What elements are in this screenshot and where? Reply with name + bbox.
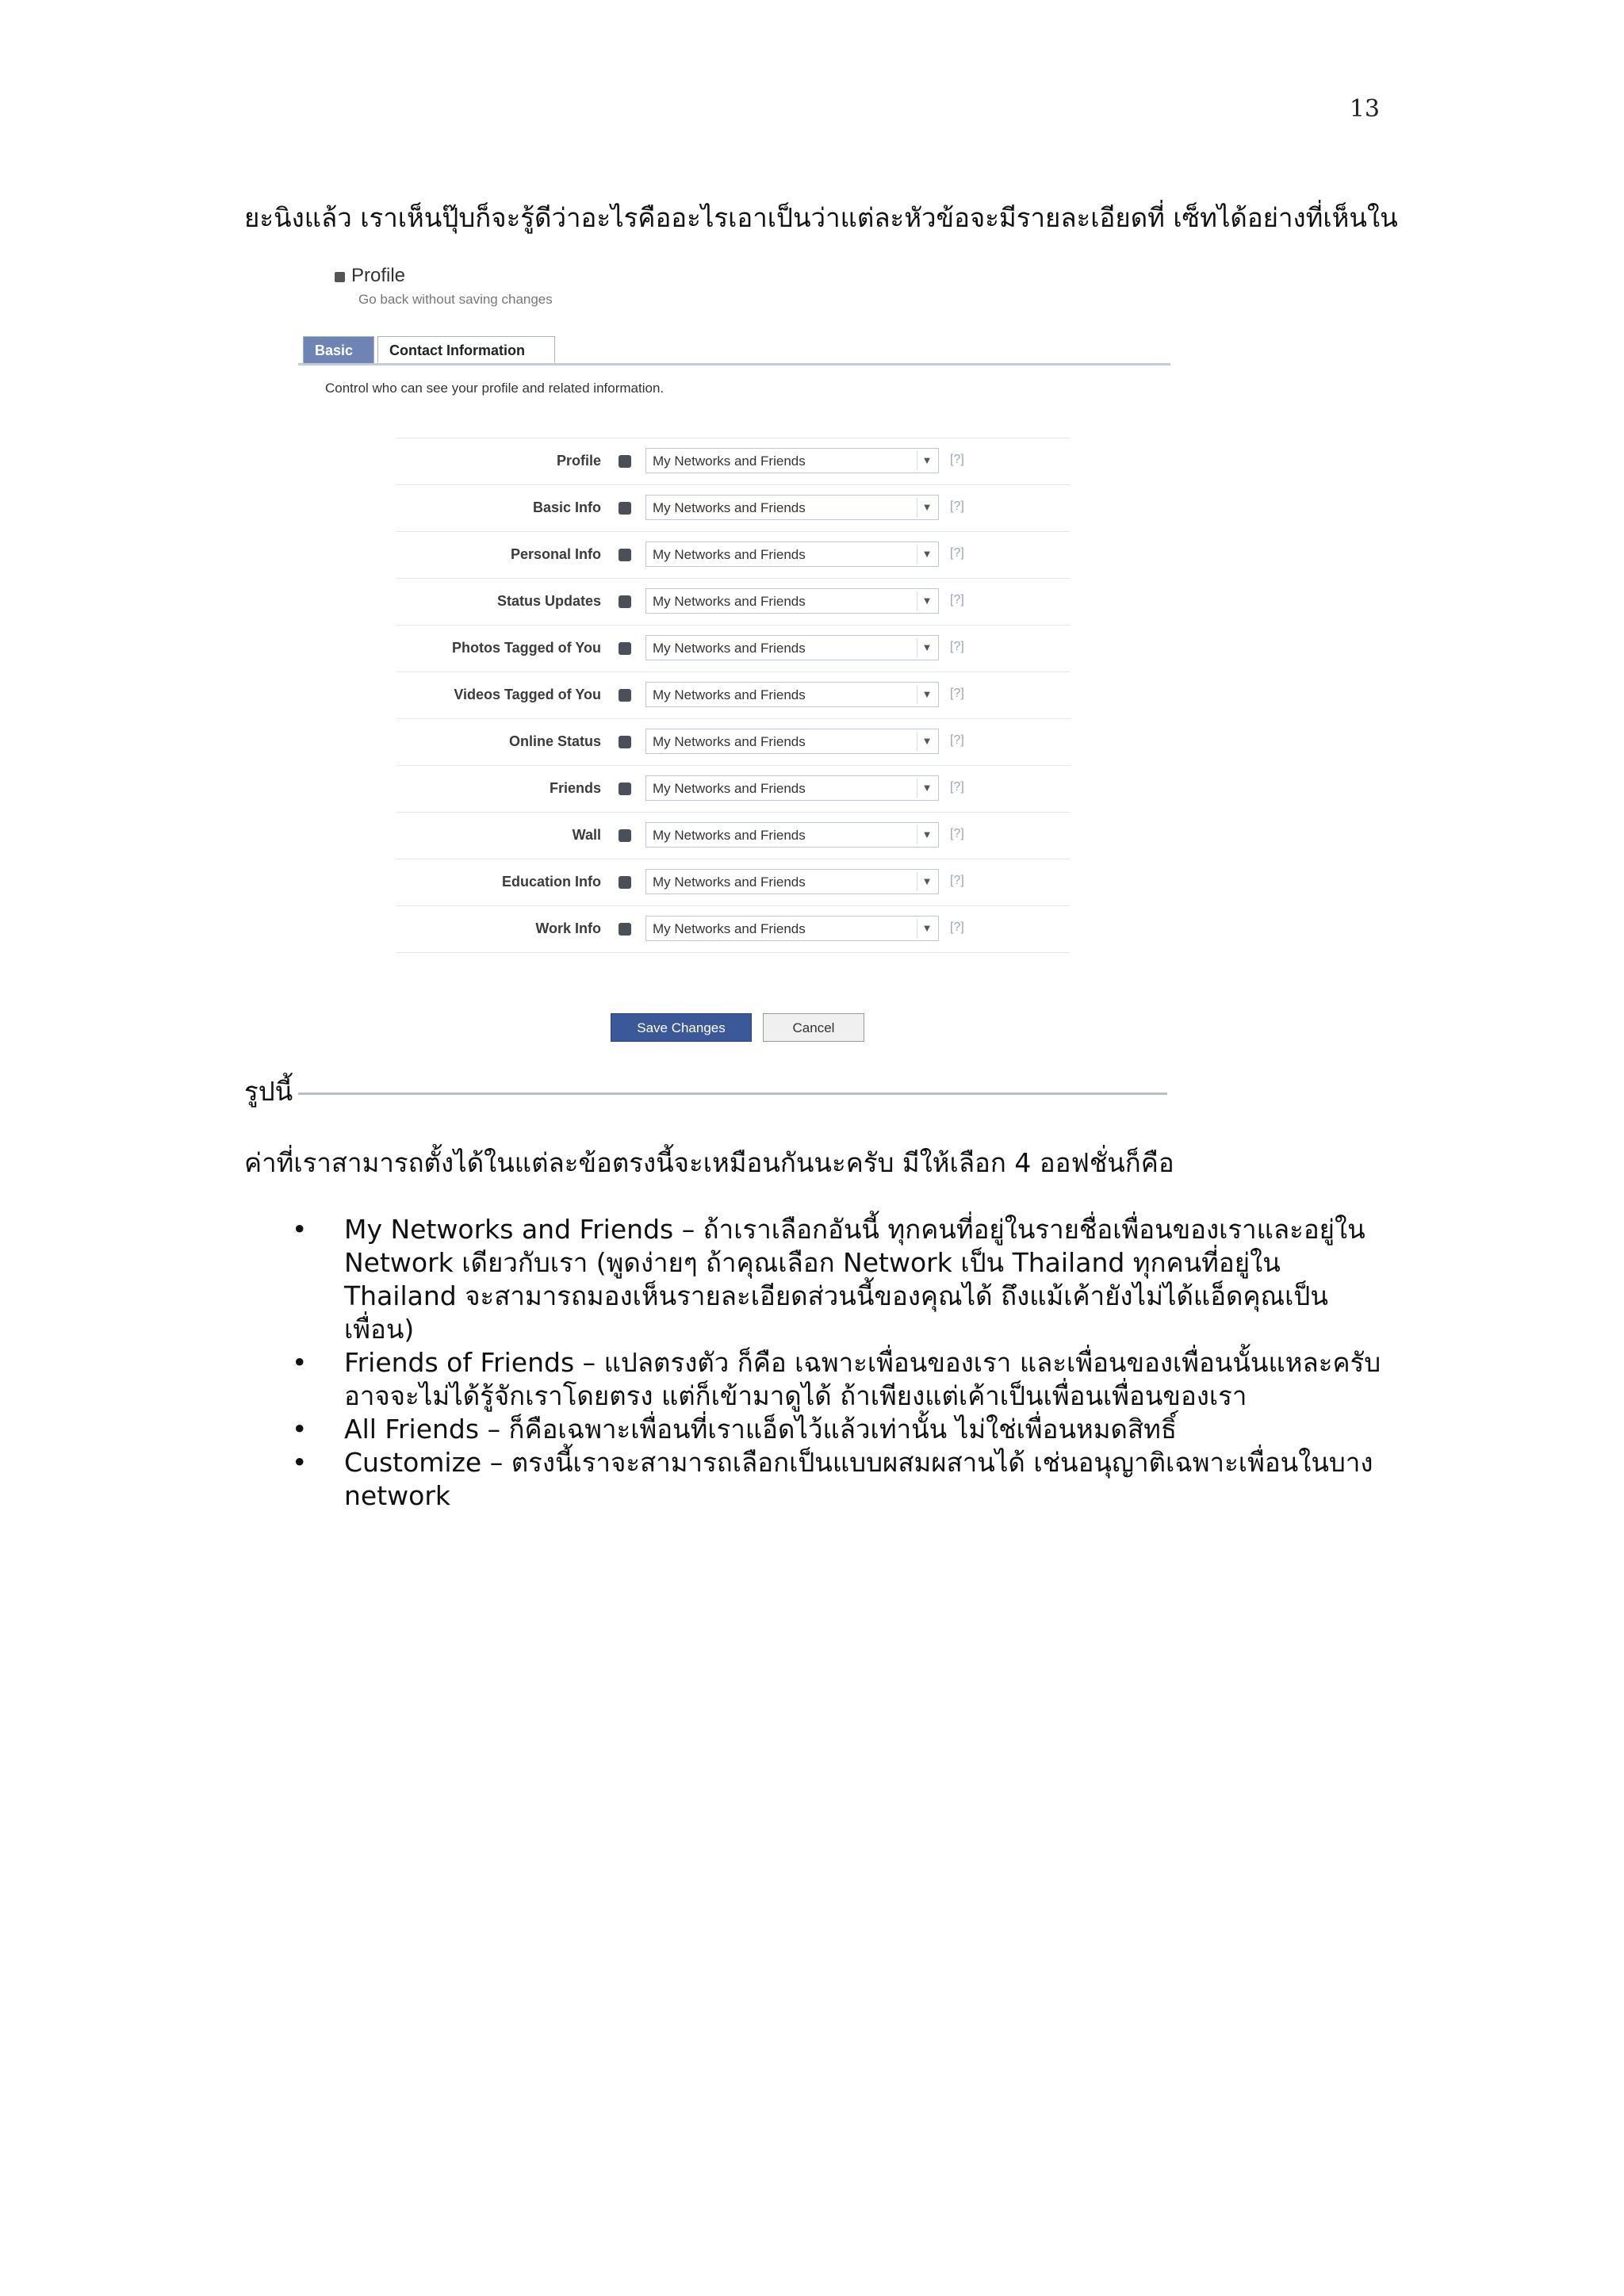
privacy-heading-text: Profile <box>351 265 406 286</box>
lock-icon <box>619 829 631 842</box>
setting-row-wall <box>396 813 1071 859</box>
select-value: My Networks and Friends <box>653 687 806 702</box>
setting-label: Videos Tagged of You <box>454 687 601 702</box>
list-item: • All Friends – ก็คือเฉพาะเพื่อนที่เราแอ็ดไว้แล้วเท่านั้น ไม่ใช่เพื่อนหมดสิทธิ์ <box>285 1413 1396 1446</box>
privacy-select[interactable] <box>645 495 939 520</box>
help-link[interactable]: [?] <box>950 733 964 747</box>
setting-row-personal-info <box>396 532 1071 579</box>
select-value: My Networks and Friends <box>653 594 806 609</box>
chevron-down-icon[interactable]: ▼ <box>917 591 936 610</box>
help-link[interactable]: [?] <box>950 453 964 466</box>
privacy-settings-table <box>396 438 1071 953</box>
chevron-down-icon[interactable]: ▼ <box>917 825 936 844</box>
lock-icon <box>619 595 631 608</box>
setting-label: Work Info <box>535 920 601 936</box>
back-link[interactable]: Go back without saving changes <box>358 292 553 307</box>
setting-label: Wall <box>572 827 601 843</box>
lock-icon <box>619 549 631 561</box>
options-intro: ค่าที่เราสามารถตั้งได้ในแต่ละข้อตรงนี้จะเหมือนกันนะครับ มีให้เลือก 4 ออฟชั่นก็คือ <box>244 1147 1174 1178</box>
setting-label: Education Info <box>502 874 601 890</box>
save-changes-button[interactable]: Save Changes <box>611 1013 752 1042</box>
tab-bar <box>298 336 1170 365</box>
chevron-down-icon[interactable]: ▼ <box>917 919 936 938</box>
lock-icon <box>619 689 631 702</box>
lock-icon <box>619 455 631 468</box>
setting-row-online-status <box>396 719 1071 766</box>
setting-label: Basic Info <box>532 499 601 515</box>
privacy-select[interactable] <box>645 729 939 754</box>
help-link[interactable]: [?] <box>950 640 964 653</box>
list-item: • Friends of Friends – แปลตรงตัว ก็คือ เฉพาะเพื่อนของเรา และเพื่อนของเพื่อนนั้นแหละครับ อาจจะไม่ได้รู้จักเราโดยตรง แต่ก็เข้ามาดูได้ ถ้าเพียงแต่เค้าเป็นเพื่อนเพื่อนของเรา <box>285 1346 1396 1413</box>
chevron-down-icon[interactable]: ▼ <box>917 872 936 891</box>
intro-paragraph: ยะนิงแล้ว เราเห็นปุ๊บก็จะรู้ดีว่าอะไรคืออะไรเอาเป็นว่าแต่ละหัวข้อจะมีรายละเอียดที่ เซ็ทได้อย่างที่เห็นใน <box>244 202 1398 233</box>
lock-icon <box>619 923 631 936</box>
page-number: 13 <box>1349 95 1380 123</box>
select-value: My Networks and Friends <box>653 547 806 562</box>
privacy-select[interactable] <box>645 869 939 894</box>
chevron-down-icon[interactable]: ▼ <box>917 545 936 564</box>
privacy-select[interactable] <box>645 448 939 473</box>
list-item: • My Networks and Friends – ถ้าเราเลือกอันนี้ ทุกคนที่อยู่ในรายชื่อเพื่อนของเราและอยู่ใน Network เดียวกับเรา (พูดง่ายๆ ถ้าคุณเลือก Network เป็น Thailand ทุกคนที่อยู่ใน Thailand จะสามารถมองเห็นรายละเอียดส่วนนี้ของคุณได้ ถึงแม้เค้ายังไม่ได้แอ็ดคุณเป็นเพื่อน) <box>285 1213 1396 1346</box>
select-value: My Networks and Friends <box>653 781 806 796</box>
lock-icon <box>619 783 631 795</box>
caption-divider <box>298 1093 1167 1095</box>
figure-caption: รูปนี้ <box>244 1076 293 1107</box>
privacy-select[interactable] <box>645 541 939 567</box>
setting-row-education-info <box>396 859 1071 906</box>
setting-row-profile <box>396 438 1071 485</box>
chevron-down-icon[interactable]: ▼ <box>917 685 936 704</box>
tab-basic[interactable]: Basic <box>303 336 374 363</box>
privacy-select[interactable] <box>645 682 939 707</box>
chevron-down-icon[interactable]: ▼ <box>917 732 936 751</box>
chevron-down-icon[interactable]: ▼ <box>917 498 936 517</box>
chevron-down-icon[interactable]: ▼ <box>917 779 936 798</box>
select-value: My Networks and Friends <box>653 453 806 469</box>
privacy-select[interactable] <box>645 635 939 660</box>
setting-label: Photos Tagged of You <box>452 640 601 656</box>
setting-row-videos-tagged <box>396 672 1071 719</box>
setting-row-friends <box>396 766 1071 813</box>
setting-label: Status Updates <box>496 593 601 609</box>
chevron-down-icon[interactable]: ▼ <box>917 451 936 470</box>
privacy-description: Control who can see your profile and related information. <box>325 381 665 396</box>
select-value: My Networks and Friends <box>653 500 806 515</box>
lock-icon <box>619 502 631 515</box>
privacy-select[interactable] <box>645 775 939 801</box>
help-link[interactable]: [?] <box>950 874 964 887</box>
privacy-select[interactable] <box>645 588 939 614</box>
setting-label: Personal Info <box>510 546 601 562</box>
setting-label: Profile <box>556 453 601 469</box>
help-link[interactable]: [?] <box>950 546 964 560</box>
lock-icon <box>335 272 345 282</box>
setting-row-work-info <box>396 906 1071 953</box>
help-link[interactable]: [?] <box>950 827 964 840</box>
help-link[interactable]: [?] <box>950 499 964 513</box>
select-value: My Networks and Friends <box>653 921 806 936</box>
tab-contact-information[interactable]: Contact Information <box>377 336 555 363</box>
profile-privacy-screenshot <box>298 254 1170 1102</box>
help-link[interactable]: [?] <box>950 687 964 700</box>
select-value: My Networks and Friends <box>653 828 806 843</box>
options-list <box>285 1213 1396 1513</box>
privacy-select[interactable] <box>645 822 939 848</box>
list-item: • Customize – ตรงนี้เราจะสามารถเลือกเป็นแบบผสมผสานได้ เช่นอนุญาติเฉพาะเพื่อนในบาง network <box>285 1446 1396 1513</box>
help-link[interactable]: [?] <box>950 780 964 794</box>
setting-label: Friends <box>549 780 601 796</box>
setting-row-status-updates <box>396 579 1071 626</box>
setting-label: Online Status <box>508 733 601 749</box>
lock-icon <box>619 736 631 748</box>
setting-row-photos-tagged <box>396 626 1071 672</box>
privacy-select[interactable] <box>645 916 939 941</box>
privacy-heading <box>335 265 405 287</box>
setting-row-basic-info <box>396 485 1071 532</box>
cancel-button[interactable]: Cancel <box>763 1013 864 1042</box>
lock-icon <box>619 642 631 655</box>
help-link[interactable]: [?] <box>950 593 964 607</box>
select-value: My Networks and Friends <box>653 874 806 890</box>
chevron-down-icon[interactable]: ▼ <box>917 638 936 657</box>
lock-icon <box>619 876 631 889</box>
select-value: My Networks and Friends <box>653 641 806 656</box>
help-link[interactable]: [?] <box>950 920 964 934</box>
select-value: My Networks and Friends <box>653 734 806 749</box>
